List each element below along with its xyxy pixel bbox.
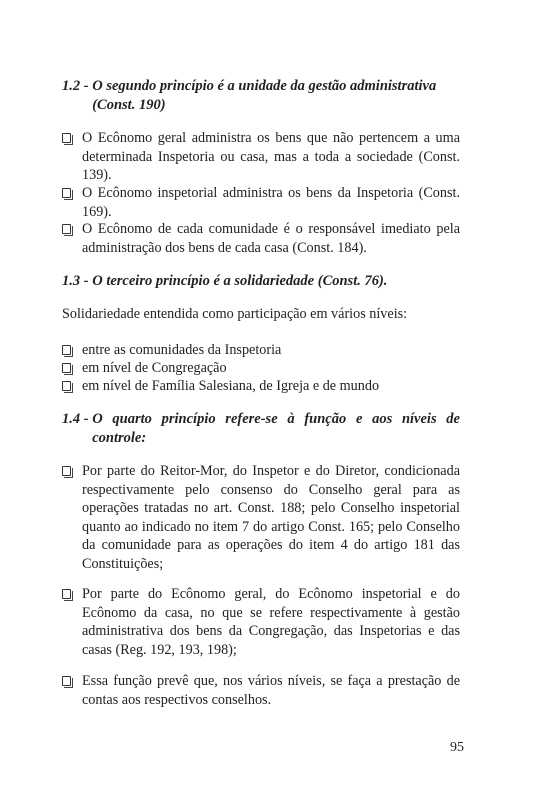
section-1-4-title: O quarto princípio refere-se à função e aos níveis de controle: — [92, 411, 460, 446]
section-1-2-heading — [62, 77, 460, 115]
section-1-4-number: 1.4 - — [62, 411, 93, 427]
section-1-2-title: O segundo princípio é a unidade da gestão administrativa (Const. 190) — [92, 78, 437, 113]
section-1-4-item-1 — [62, 462, 460, 573]
checkbox-bullet-icon — [62, 188, 71, 198]
list-item-text: Por parte do Ecônomo geral, do Ecônomo inspetorial e do Ecônomo da casa, no que se refere respectivamente à gestão administrativa dos bens da Congregação, das Inspetorias e das casas (Reg. 192, 193, 198); — [82, 586, 460, 658]
list-item-text: O Ecônomo inspetorial administra os bens da Inspetoria (Const. 169). — [82, 185, 460, 220]
section-1-2-number: 1.2 - — [62, 78, 93, 94]
section-1-4-heading — [62, 410, 460, 448]
section-1-2-item-1 — [62, 129, 460, 185]
section-1-3-item-2 — [62, 359, 460, 377]
section-1-4-item-2 — [62, 585, 460, 659]
checkbox-bullet-icon — [62, 363, 71, 373]
page-number: 95 — [450, 740, 464, 755]
list-item-text: O Ecônomo de cada comunidade é o responsável imediato pela administração dos bens de cada casa (Const. 184). — [82, 221, 460, 256]
section-1-3-title: O terceiro princípio é a solidariedade (Const. 76). — [92, 273, 388, 289]
section-1-4-item-3 — [62, 672, 460, 709]
section-1-3-number: 1.3 - — [62, 273, 93, 289]
list-item-text: entre as comunidades da Inspetoria — [82, 342, 282, 358]
checkbox-bullet-icon — [62, 466, 71, 476]
section-1-3-item-1 — [62, 341, 460, 359]
checkbox-bullet-icon — [62, 224, 71, 234]
section-1-2-item-2 — [62, 184, 460, 221]
list-item-text: em nível de Família Salesiana, de Igreja e de mundo — [82, 378, 380, 394]
checkbox-bullet-icon — [62, 133, 71, 143]
checkbox-bullet-icon — [62, 589, 71, 599]
checkbox-bullet-icon — [62, 345, 71, 355]
checkbox-bullet-icon — [62, 381, 71, 391]
section-1-3-heading — [62, 272, 460, 291]
checkbox-bullet-icon — [62, 676, 71, 686]
list-item-text: O Ecônomo geral administra os bens que não pertencem a uma determinada Inspetoria ou casa, mas a toda a sociedade (Const. 139). — [82, 130, 460, 183]
list-item-text: Essa função prevê que, nos vários níveis, se faça a prestação de contas aos respectivos conselhos. — [82, 673, 460, 708]
section-1-2-item-3 — [62, 220, 460, 257]
section-1-3-item-3 — [62, 377, 460, 395]
section-1-3-intro: Solidariedade entendida como participação em vários níveis: — [62, 306, 408, 322]
list-item-text: Por parte do Reitor-Mor, do Inspetor e do Diretor, condicionada respectivamente pelo consenso do Conselho geral para as operações tratadas no art. Const. 188; pelo Conselho inspetorial quanto ao indicado no item 7 do artigo Const. 165; pelo Conselho da comunidade para as operações do item 4 do artigo 181 das Constituições; — [82, 463, 460, 572]
list-item-text: em nível de Congregação — [82, 360, 227, 376]
